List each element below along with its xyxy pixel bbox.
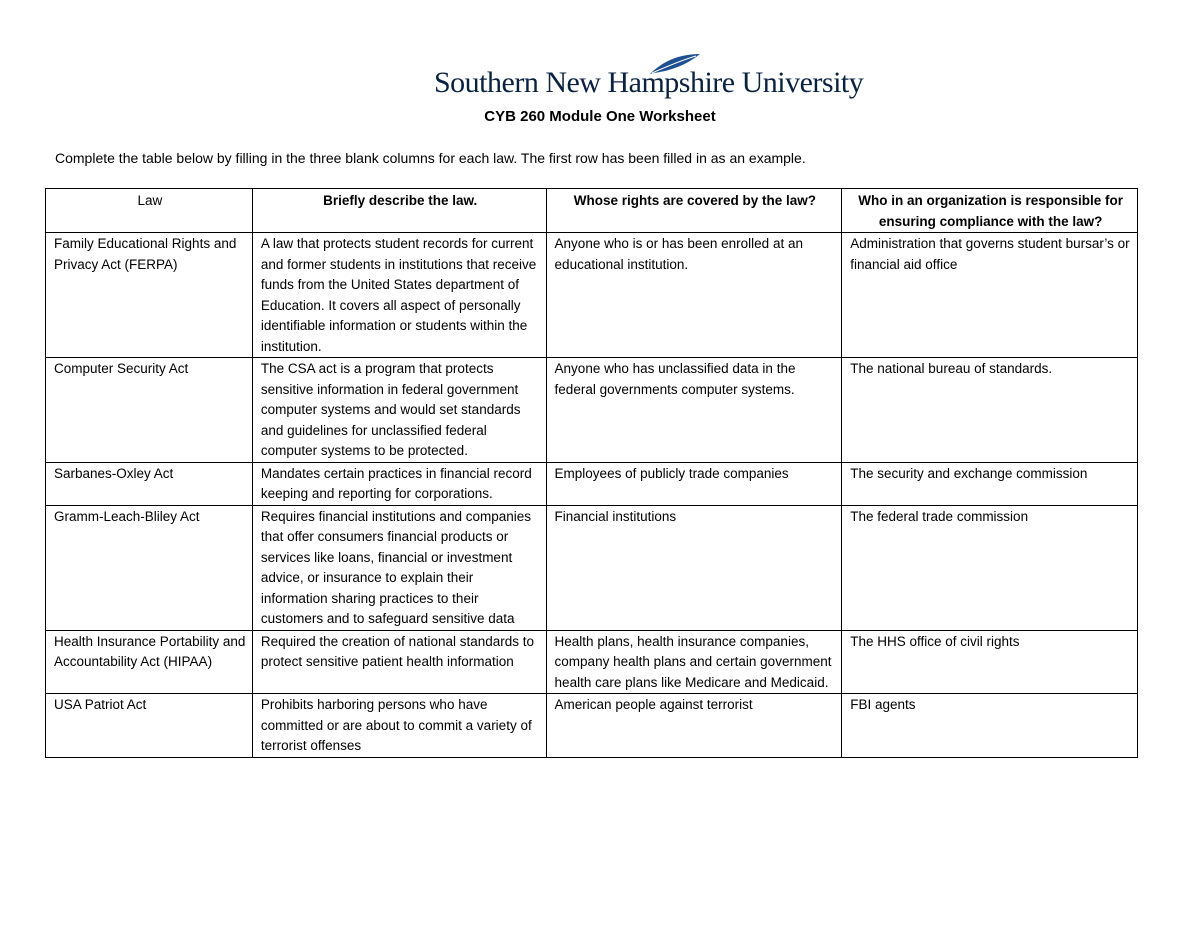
table-row	[46, 630, 1138, 694]
cell-law: Family Educational Rights and Privacy Act (FERPA)	[46, 233, 253, 358]
cell-description: Required the creation of national standards to protect sensitive patient health information	[252, 630, 546, 694]
cell-law: Health Insurance Portability and Accountability Act (HIPAA)	[46, 630, 253, 694]
header-rights: Whose rights are covered by the law?	[546, 189, 842, 233]
university-name: Southern New Hampshire University	[434, 66, 864, 99]
university-logo	[434, 52, 864, 104]
cell-law: Gramm-Leach-Bliley Act	[46, 505, 253, 630]
laws-table	[45, 188, 1138, 758]
cell-rights: American people against terrorist	[546, 694, 842, 758]
table-row	[46, 694, 1138, 758]
table-row	[46, 505, 1138, 630]
cell-law: Sarbanes-Oxley Act	[46, 462, 253, 505]
cell-responsible: The security and exchange commission	[842, 462, 1138, 505]
cell-responsible: The federal trade commission	[842, 505, 1138, 630]
cell-law: Computer Security Act	[46, 358, 253, 463]
cell-description: Requires financial institutions and companies that offer consumers financial products or services like loans, financial or investment advice, or insurance to explain their information sharing practices to their customers and to safeguard sensitive data	[252, 505, 546, 630]
table-row	[46, 462, 1138, 505]
cell-description: A law that protects student records for current and former students in institutions that receive funds from the United States department of Education. It covers all aspect of personally identifiable information or students within the institution.	[252, 233, 546, 358]
table-row	[46, 358, 1138, 463]
header-law: Law	[46, 189, 253, 233]
instructions: Complete the table below by filling in the three blank columns for each law. The first row has been filled in as an example.	[55, 150, 806, 166]
cell-responsible: The HHS office of civil rights	[842, 630, 1138, 694]
cell-rights: Anyone who has unclassified data in the federal governments computer systems.	[546, 358, 842, 463]
cell-rights: Financial institutions	[546, 505, 842, 630]
cell-rights: Employees of publicly trade companies	[546, 462, 842, 505]
table-row	[46, 233, 1138, 358]
header-description: Briefly describe the law.	[252, 189, 546, 233]
cell-description: The CSA act is a program that protects sensitive information in federal government computer systems and would set standards and guidelines for unclassified federal computer systems to be protected.	[252, 358, 546, 463]
cell-rights: Anyone who is or has been enrolled at an educational institution.	[546, 233, 842, 358]
cell-description: Prohibits harboring persons who have committed or are about to commit a variety of terrorist offenses	[252, 694, 546, 758]
cell-responsible: The national bureau of standards.	[842, 358, 1138, 463]
header-responsible: Who in an organization is responsible for ensuring compliance with the law?	[842, 189, 1138, 233]
cell-rights: Health plans, health insurance companies, company health plans and certain government health care plans like Medicare and Medicaid.	[546, 630, 842, 694]
cell-description: Mandates certain practices in financial record keeping and reporting for corporations.	[252, 462, 546, 505]
cell-law: USA Patriot Act	[46, 694, 253, 758]
cell-responsible: Administration that governs student bursar’s or financial aid office	[842, 233, 1138, 358]
worksheet-title: CYB 260 Module One Worksheet	[484, 108, 716, 125]
cell-responsible: FBI agents	[842, 694, 1138, 758]
table-header-row	[46, 189, 1138, 233]
